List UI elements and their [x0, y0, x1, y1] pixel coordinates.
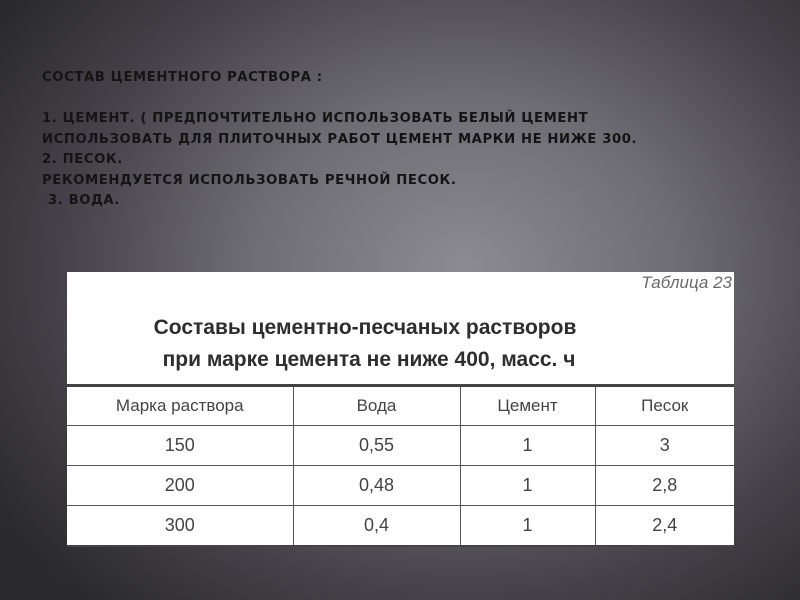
table-caption-line2: при марке цемента не ниже 400, масс. ч — [162, 348, 576, 371]
text-line: 1. ЦЕМЕНТ. ( ПРЕДПОЧТИТЕЛЬНО ИСПОЛЬЗОВАТЬ БЕЛЫЙ ЦЕМЕНТ — [42, 111, 589, 126]
table-row — [67, 426, 734, 466]
column-header-cement: Цемент — [460, 386, 595, 426]
table-cell: 0,48 — [293, 466, 460, 506]
table-cell: 150 — [67, 426, 293, 466]
table-cell: 0,55 — [293, 426, 460, 466]
table-row — [67, 506, 734, 547]
column-header-water: Вода — [293, 386, 460, 426]
text-line: 3. ВОДА. — [48, 193, 120, 208]
table-cell: 0,4 — [293, 506, 460, 547]
table-number: Таблица 23 — [641, 273, 732, 292]
spacer — [42, 89, 742, 110]
table-cell: 2,4 — [595, 506, 734, 547]
table-row — [67, 466, 734, 506]
text-line: ИСПОЛЬЗОВАТЬ ДЛЯ ПЛИТОЧНЫХ РАБОТ ЦЕМЕНТ МАРКИ НЕ НИЖЕ 300. — [42, 131, 638, 147]
table-image — [67, 272, 734, 545]
column-header-sand: Песок — [595, 386, 734, 426]
text-line: 2. ПЕСОК. — [42, 152, 123, 167]
table-cell: 1 — [460, 466, 595, 506]
table-caption-line1: Составы цементно-песчаных растворов — [153, 316, 577, 339]
table-cell: 1 — [460, 506, 595, 547]
composition-table — [67, 384, 734, 547]
text-line: РЕКОМЕНДУЕТСЯ ИСПОЛЬЗОВАТЬ РЕЧНОЙ ПЕСОК. — [42, 172, 457, 188]
slide-heading: СОСТАВ ЦЕМЕНТНОГО РАСТВОРА : — [42, 70, 323, 85]
slide-text-block — [42, 68, 742, 212]
table-cell: 1 — [460, 426, 595, 466]
table-cell: 2,8 — [595, 466, 734, 506]
table-header-row — [67, 386, 734, 426]
table-cell: 300 — [67, 506, 293, 547]
table-cell: 3 — [595, 426, 734, 466]
column-header-mark: Марка раствора — [67, 386, 293, 426]
table-cell: 200 — [67, 466, 293, 506]
